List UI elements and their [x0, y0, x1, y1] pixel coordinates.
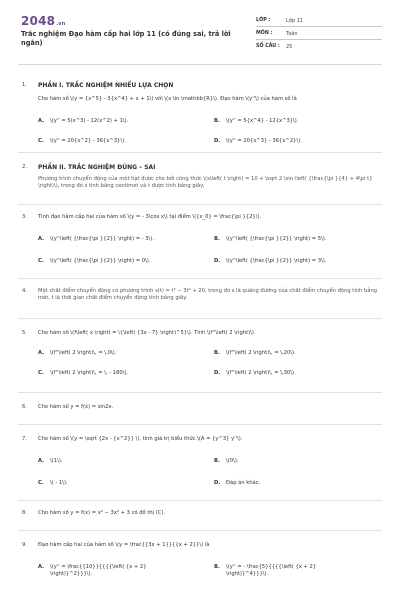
question-text: Cho hàm số y = f(x) = x³ − 3x² + 3 có đồ thị (C). [38, 510, 166, 516]
question-8 [18, 510, 382, 520]
question-7 [18, 436, 382, 496]
option-d[interactable]: D. Đáp án khác. [214, 480, 261, 486]
question-4 [18, 288, 382, 312]
question-number: 2. [22, 164, 27, 170]
meta-subject: MÔN : Toán [256, 30, 298, 37]
option-d[interactable]: D. \(y''\left( {\frac{\pi }{2}} \right) = 3\). [214, 258, 327, 264]
option-c[interactable]: C. \(f''\left( 2 \right)\, = \, - 180\). [38, 370, 129, 376]
option-b[interactable]: B. \(y'' = 5{x^4} - 12{x^3}\). [214, 118, 299, 124]
option-a[interactable]: A. \(y''\left( {\frac{\pi }{2}} \right) = - 3\). [38, 236, 154, 242]
question-divider [18, 152, 382, 153]
question-divider [18, 278, 382, 279]
option-c[interactable]: C. \(y''\left( {\frac{\pi }{2}} \right) = 0\). [38, 258, 151, 264]
question-number: 6. [22, 404, 27, 410]
option-a[interactable]: A. \(y'' = \frac{{10}}{{{{\left( {x + 2} \right)}^2}}}\). [38, 564, 147, 578]
question-divider [18, 500, 382, 501]
meta-grade: LỚP : Lớp 11 [256, 17, 303, 24]
question-text: Cho hàm số \(f\left( x \right) = \{\left( {3x - 7} \right)^5}\). Tính \(f''\left( 2 \right)\). [38, 330, 256, 336]
question-6 [18, 404, 382, 414]
meta-count: SỐ CÂU : 25 [256, 43, 293, 50]
question-divider [18, 204, 382, 205]
option-d[interactable]: D. \(f''\left( 2 \right)\, = \,30\). [214, 370, 296, 376]
meta-divider [256, 39, 382, 40]
section-title: PHẦN II. TRẮC NGHIỆM ĐÚNG – SAI [38, 164, 156, 171]
logo-suffix: .vn [56, 21, 66, 27]
meta-panel [256, 14, 382, 53]
question-divider [18, 424, 382, 425]
question-divider [18, 530, 382, 531]
meta-divider [256, 26, 382, 27]
question-number: 4. [22, 288, 27, 294]
option-b[interactable]: B. \(f''\left( 2 \right)\, = \,20\). [214, 350, 296, 356]
option-d[interactable]: D. \(y'' = 20{x^3} - 36{x^2}\). [214, 138, 302, 144]
option-a[interactable]: A. \(1\). [38, 458, 63, 464]
question-5 [18, 330, 382, 390]
question-3 [18, 214, 382, 274]
question-text: Tính đạo hàm cấp hai của hàm số \(y = - 3\cos x\) tại điểm \({x_0} = \frac{\pi }{2}\). [38, 214, 262, 220]
section-title: PHẦN I. TRẮC NGHIỆM NHIỀU LỰA CHỌN [38, 82, 174, 89]
option-c[interactable]: C. \( - 1\). [38, 480, 68, 486]
question-number: 8. [22, 510, 27, 516]
question-divider [18, 318, 382, 319]
question-number: 3. [22, 214, 27, 220]
question-text: Phương trình chuyển động của một hạt được cho bởi công thức \(s\left( t \right) = 10 + \sqrt 2 \sin \left( {\frac{\pi }{4} + 4\pi t} \right)\), trong đó s tính bằng centimet và t được tính bằng giây. [38, 176, 373, 190]
option-b[interactable]: B. \(y''\left( {\frac{\pi }{2}} \right) = 5\). [214, 236, 327, 242]
question-1 [18, 82, 382, 142]
question-number: 9. [22, 542, 27, 548]
option-a[interactable]: A. \(f''\left( 2 \right)\, = \,0\). [38, 350, 117, 356]
header-divider [18, 64, 382, 65]
question-divider [18, 392, 382, 393]
option-b[interactable]: B. \(0\). [214, 458, 239, 464]
option-c[interactable]: C. \(y'' = 20{x^2} - 36{x^3}\). [38, 138, 126, 144]
question-number: 5. [22, 330, 27, 336]
question-number: 7. [22, 436, 27, 442]
question-2 [18, 164, 382, 198]
question-number: 1. [22, 82, 27, 88]
logo-text: 2048 [21, 14, 56, 28]
option-b[interactable]: B. \(y'' = - \frac{5}{{{{\left( {x + 2} \right)}^4}}}\). [214, 564, 317, 578]
question-9 [18, 542, 382, 598]
question-text: Cho hàm số \(y = {x^5} - 3{x^4} + x + 1\) với \(x \in \mathbb{R}\). Đạo hàm \(y''\) của hàm số là [38, 96, 297, 102]
document-title: Trắc nghiệm Đạo hàm cấp hai lớp 11 (có đúng sai, trả lời ngắn) [21, 30, 231, 47]
question-text: Cho hàm số \(y = \sqrt {2x - {x^2}} \), tính giá trị biểu thức \(A = {y^3} y''\). [38, 436, 243, 442]
question-text: Một chất điểm chuyển động có phương trình s(t) = t³ − 3t² + 20, trong đó s là quãng đường của chất điểm chuyển động tính bằng mét, t là thời gian chất điểm chuyển động tính bằng giây. [38, 288, 378, 302]
question-text: Cho hàm số y = f(x) = sin2x. [38, 404, 114, 410]
question-text: Đạo hàm cấp hai của hàm số \(y = \frac{{3x + 1}}{{x + 2}}\) là [38, 542, 210, 548]
site-logo[interactable] [21, 14, 66, 28]
option-a[interactable]: A. \(y'' = 5(x^3) - 12(x^2) + 1\). [38, 118, 129, 124]
